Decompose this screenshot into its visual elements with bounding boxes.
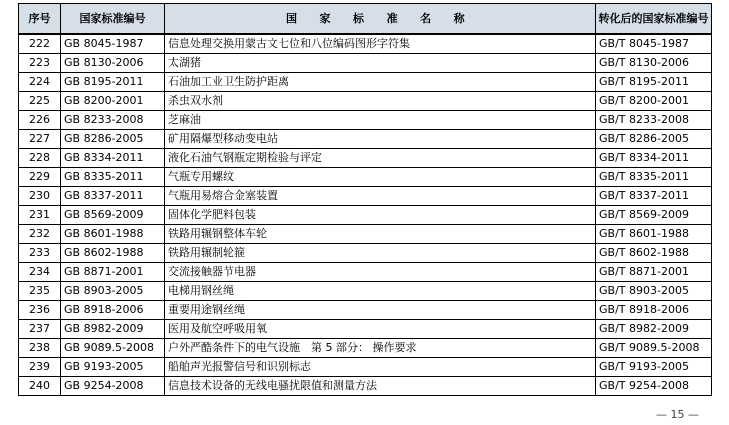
standards-table <box>18 3 712 396</box>
header-seq: 序号 <box>19 4 61 35</box>
row-seq: 229 <box>19 168 61 187</box>
row-seq: 227 <box>19 130 61 149</box>
row-national-code: GB 8602-1988 <box>61 244 165 263</box>
row-standard-name: 杀虫双水剂 <box>165 92 596 111</box>
row-converted-code: GB/T 8233-2008 <box>596 111 712 130</box>
row-converted-code: GB/T 8569-2009 <box>596 206 712 225</box>
row-converted-code: GB/T 8130-2006 <box>596 54 712 73</box>
row-seq: 240 <box>19 377 61 396</box>
row-standard-name: 电梯用钢丝绳 <box>165 282 596 301</box>
table-row <box>19 206 712 225</box>
table-row <box>19 34 712 54</box>
table-row <box>19 130 712 149</box>
page-number: — 15 — <box>656 408 699 421</box>
row-national-code: GB 8286-2005 <box>61 130 165 149</box>
row-converted-code: GB/T 9193-2005 <box>596 358 712 377</box>
table-row <box>19 92 712 111</box>
table-row <box>19 358 712 377</box>
table-row <box>19 111 712 130</box>
row-standard-name: 固体化学肥料包装 <box>165 206 596 225</box>
row-national-code: GB 9254-2008 <box>61 377 165 396</box>
row-seq: 231 <box>19 206 61 225</box>
header-national-code: 国家标准编号 <box>61 4 165 35</box>
table-row <box>19 225 712 244</box>
row-national-code: GB 8337-2011 <box>61 187 165 206</box>
table-row <box>19 244 712 263</box>
table-row <box>19 73 712 92</box>
row-standard-name: 信息处理交换用蒙古文七位和八位编码图形字符集 <box>165 34 596 54</box>
table-row <box>19 339 712 358</box>
row-standard-name: 医用及航空呼吸用氧 <box>165 320 596 339</box>
row-national-code: GB 8130-2006 <box>61 54 165 73</box>
row-national-code: GB 8903-2005 <box>61 282 165 301</box>
row-national-code: GB 8601-1988 <box>61 225 165 244</box>
row-converted-code: GB/T 8602-1988 <box>596 244 712 263</box>
row-seq: 239 <box>19 358 61 377</box>
table-row <box>19 301 712 320</box>
table-row <box>19 263 712 282</box>
row-converted-code: GB/T 8200-2001 <box>596 92 712 111</box>
row-seq: 233 <box>19 244 61 263</box>
table-row <box>19 168 712 187</box>
header-converted-code: 转化后的国家标准编号 <box>596 4 712 35</box>
row-standard-name: 太湖猪 <box>165 54 596 73</box>
table-row <box>19 149 712 168</box>
row-standard-name: 信息技术设备的无线电骚扰限值和测量方法 <box>165 377 596 396</box>
row-converted-code: GB/T 8335-2011 <box>596 168 712 187</box>
row-converted-code: GB/T 8918-2006 <box>596 301 712 320</box>
row-seq: 226 <box>19 111 61 130</box>
row-national-code: GB 8918-2006 <box>61 301 165 320</box>
row-national-code: GB 8200-2001 <box>61 92 165 111</box>
row-converted-code: GB/T 8871-2001 <box>596 263 712 282</box>
row-standard-name: 船舶声光报警信号和识别标志 <box>165 358 596 377</box>
row-seq: 224 <box>19 73 61 92</box>
row-converted-code: GB/T 8045-1987 <box>596 34 712 54</box>
row-standard-name: 气瓶专用螺纹 <box>165 168 596 187</box>
row-national-code: GB 8871-2001 <box>61 263 165 282</box>
table-row <box>19 282 712 301</box>
row-standard-name: 户外严酷条件下的电气设施 第 5 部分： 操作要求 <box>165 339 596 358</box>
row-standard-name: 液化石油气钢瓶定期检验与评定 <box>165 149 596 168</box>
row-national-code: GB 8195-2011 <box>61 73 165 92</box>
row-standard-name: 石油加工业卫生防护距离 <box>165 73 596 92</box>
row-standard-name: 铁路用辗钢整体车轮 <box>165 225 596 244</box>
row-seq: 230 <box>19 187 61 206</box>
row-national-code: GB 8233-2008 <box>61 111 165 130</box>
row-seq: 223 <box>19 54 61 73</box>
row-standard-name: 铁路用辗制轮箍 <box>165 244 596 263</box>
row-standard-name: 气瓶用易熔合金塞装置 <box>165 187 596 206</box>
row-seq: 238 <box>19 339 61 358</box>
row-national-code: GB 8982-2009 <box>61 320 165 339</box>
header-national-name: 国 家 标 准 名 称 <box>165 4 596 35</box>
row-seq: 236 <box>19 301 61 320</box>
row-seq: 234 <box>19 263 61 282</box>
row-seq: 225 <box>19 92 61 111</box>
row-national-code: GB 8045-1987 <box>61 34 165 54</box>
row-national-code: GB 8334-2011 <box>61 149 165 168</box>
row-seq: 237 <box>19 320 61 339</box>
row-national-code: GB 9193-2005 <box>61 358 165 377</box>
row-converted-code: GB/T 8286-2005 <box>596 130 712 149</box>
row-converted-code: GB/T 8601-1988 <box>596 225 712 244</box>
row-converted-code: GB/T 8982-2009 <box>596 320 712 339</box>
header-row <box>19 4 712 35</box>
row-national-code: GB 8569-2009 <box>61 206 165 225</box>
row-standard-name: 芝麻油 <box>165 111 596 130</box>
row-national-code: GB 9089.5-2008 <box>61 339 165 358</box>
row-seq: 222 <box>19 34 61 54</box>
table-row <box>19 187 712 206</box>
row-seq: 232 <box>19 225 61 244</box>
row-converted-code: GB/T 9254-2008 <box>596 377 712 396</box>
table-body <box>19 34 712 396</box>
row-national-code: GB 8335-2011 <box>61 168 165 187</box>
table-row <box>19 377 712 396</box>
row-standard-name: 矿用隔爆型移动变电站 <box>165 130 596 149</box>
row-seq: 228 <box>19 149 61 168</box>
table-row <box>19 54 712 73</box>
table-row <box>19 320 712 339</box>
row-converted-code: GB/T 9089.5-2008 <box>596 339 712 358</box>
row-converted-code: GB/T 8337-2011 <box>596 187 712 206</box>
row-seq: 235 <box>19 282 61 301</box>
row-standard-name: 交流接触器节电器 <box>165 263 596 282</box>
row-converted-code: GB/T 8903-2005 <box>596 282 712 301</box>
row-converted-code: GB/T 8334-2011 <box>596 149 712 168</box>
row-converted-code: GB/T 8195-2011 <box>596 73 712 92</box>
row-standard-name: 重要用途钢丝绳 <box>165 301 596 320</box>
